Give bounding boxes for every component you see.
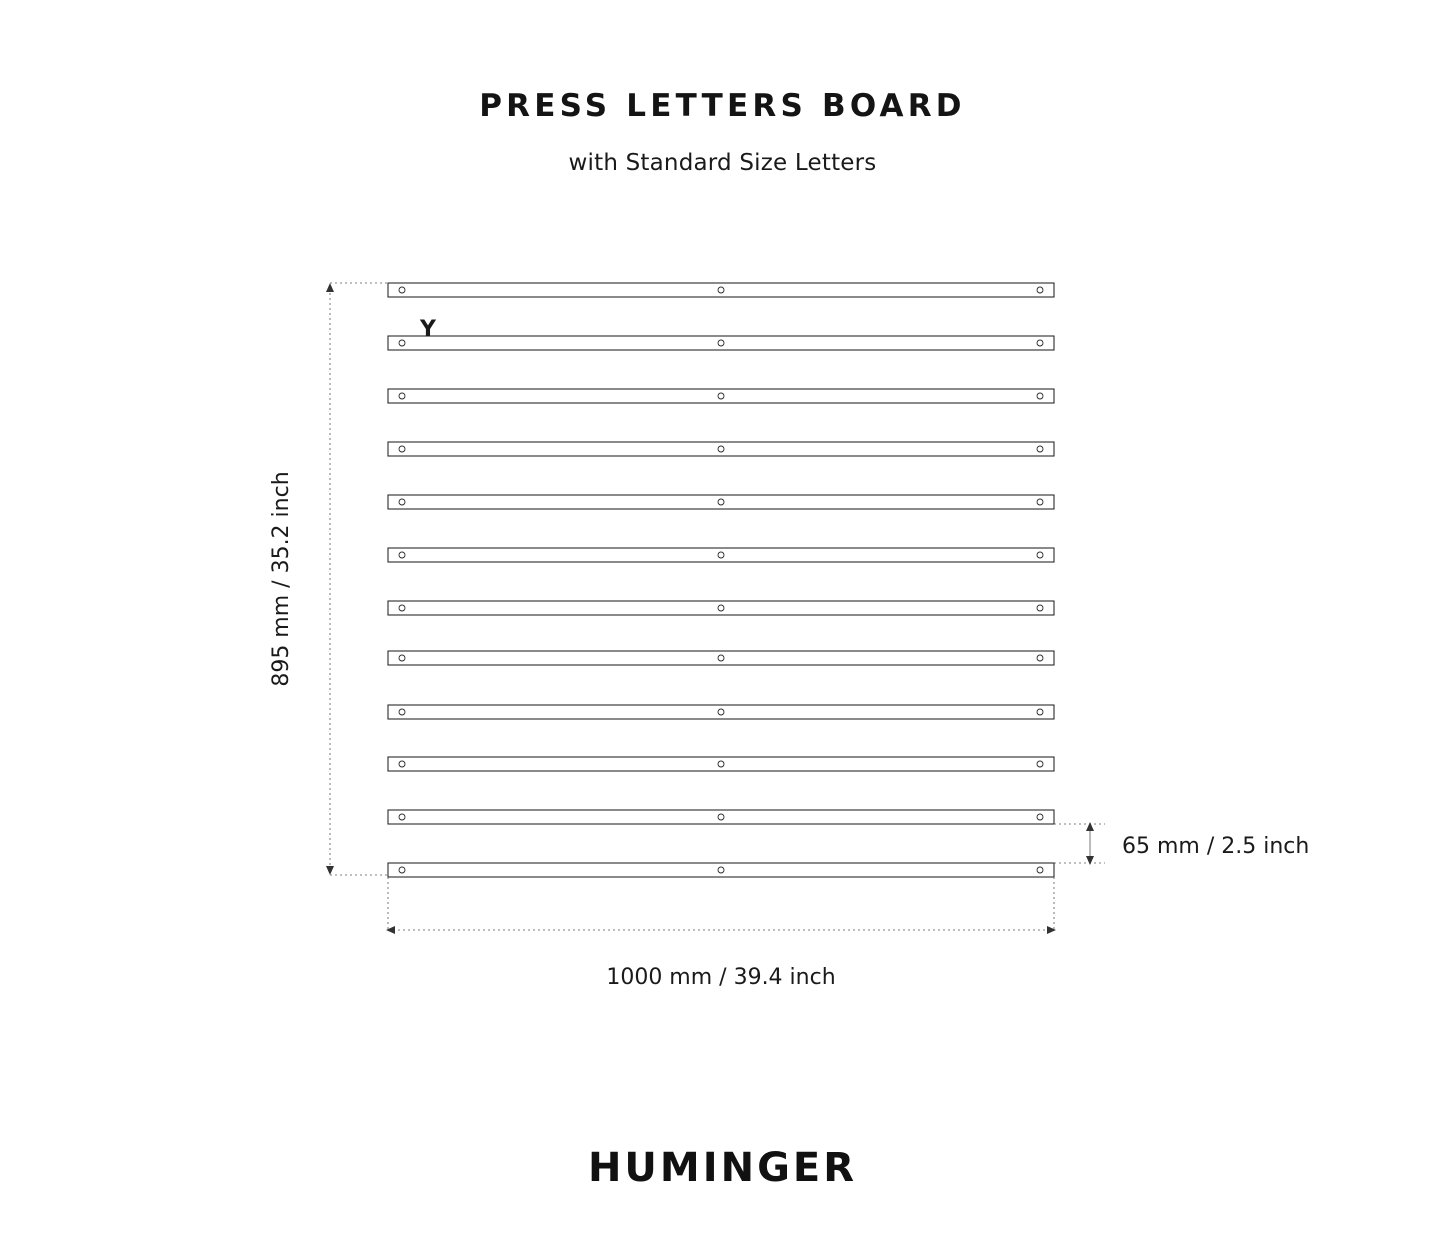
brand-logo: HUMINGER	[587, 1145, 858, 1191]
letter-rail	[388, 442, 1054, 456]
height-dimension	[269, 283, 388, 875]
letter-rail	[388, 336, 1054, 350]
letter-rails	[388, 283, 1054, 877]
letter-rail	[388, 810, 1054, 824]
width-dimension-label: 1000 mm / 39.4 inch	[606, 965, 836, 990]
spacing-dimension	[1054, 822, 1309, 865]
letter-rail	[388, 651, 1054, 665]
letter-rail	[388, 705, 1054, 719]
letter-rail	[388, 863, 1054, 877]
letter-rail	[388, 757, 1054, 771]
letter-rail	[388, 548, 1054, 562]
page-subtitle: with Standard Size Letters	[568, 150, 877, 176]
page-title: PRESS LETTERS BOARD	[479, 88, 966, 124]
letter-rail	[388, 389, 1054, 403]
spacing-dimension-label: 65 mm / 2.5 inch	[1122, 834, 1310, 859]
letter-rail	[388, 601, 1054, 615]
height-dimension-label: 895 mm / 35.2 inch	[269, 471, 294, 687]
width-dimension	[386, 877, 1056, 990]
letter-rail	[388, 495, 1054, 509]
letter-rail	[388, 283, 1054, 297]
sample-letter: Y	[420, 317, 436, 342]
